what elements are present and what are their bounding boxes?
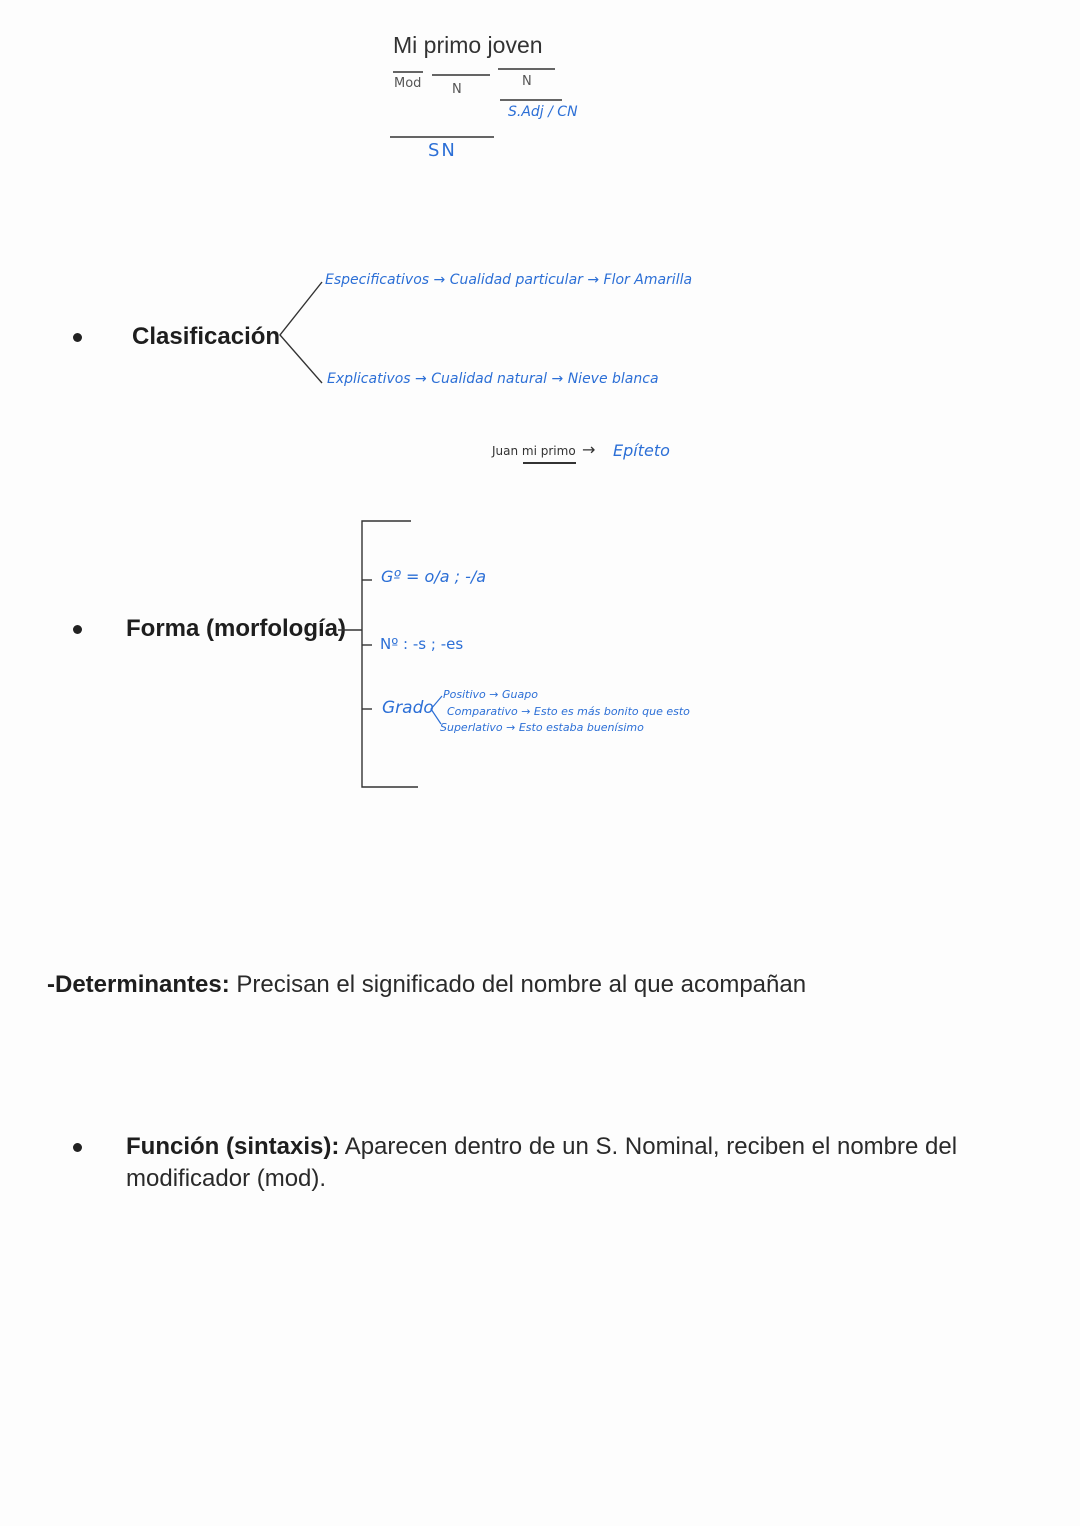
explicativos-note: Explicativos → Cualidad natural → Nieve blanca: [327, 371, 659, 387]
funcion-text: Aparecen dentro de un S. Nominal, reciben el nombre del: [339, 1133, 958, 1160]
funcion-text-2: modificador (mod).: [126, 1165, 327, 1192]
epiteto-example: Juan mi primo: [492, 444, 576, 458]
epiteto-label: Epíteto: [613, 441, 670, 460]
numero-note: Nº : -s ; -es: [380, 635, 464, 653]
funcion-label: Función (sintaxis):: [126, 1133, 340, 1160]
grado-superlativo: Superlativo → Esto estaba buenísimo: [440, 721, 644, 734]
especificativos-note: Especificativos → Cualidad particular → Flor Amarilla: [325, 272, 693, 288]
grado-label: Grado: [382, 698, 434, 718]
analysis-sentence: Mi primo joven: [393, 32, 543, 58]
forma-bracket: [362, 521, 418, 787]
tag-n1: N: [452, 82, 462, 97]
grado-comparativo: Comparativo → Esto es más bonito que esto: [447, 705, 690, 718]
epiteto-arrow: →: [582, 440, 596, 459]
clasificacion-branch: [280, 282, 322, 383]
tag-sadj: S.Adj / CN: [508, 104, 578, 120]
genero-note: Gº = o/a ; -/a: [381, 567, 487, 586]
grado-branch: [431, 696, 442, 724]
determinantes-text: Precisan el significado del nombre al que acompañan: [229, 971, 807, 998]
grado-positivo: Positivo → Guapo: [443, 688, 538, 701]
tag-mod: Mod: [394, 76, 422, 91]
tag-n2: N: [522, 74, 532, 89]
clasificacion-title: Clasificación: [132, 323, 281, 350]
determinantes-label: -Determinantes:: [47, 971, 230, 998]
forma-title: Forma (morfología): [126, 615, 346, 642]
tag-sn: SN: [428, 140, 457, 161]
